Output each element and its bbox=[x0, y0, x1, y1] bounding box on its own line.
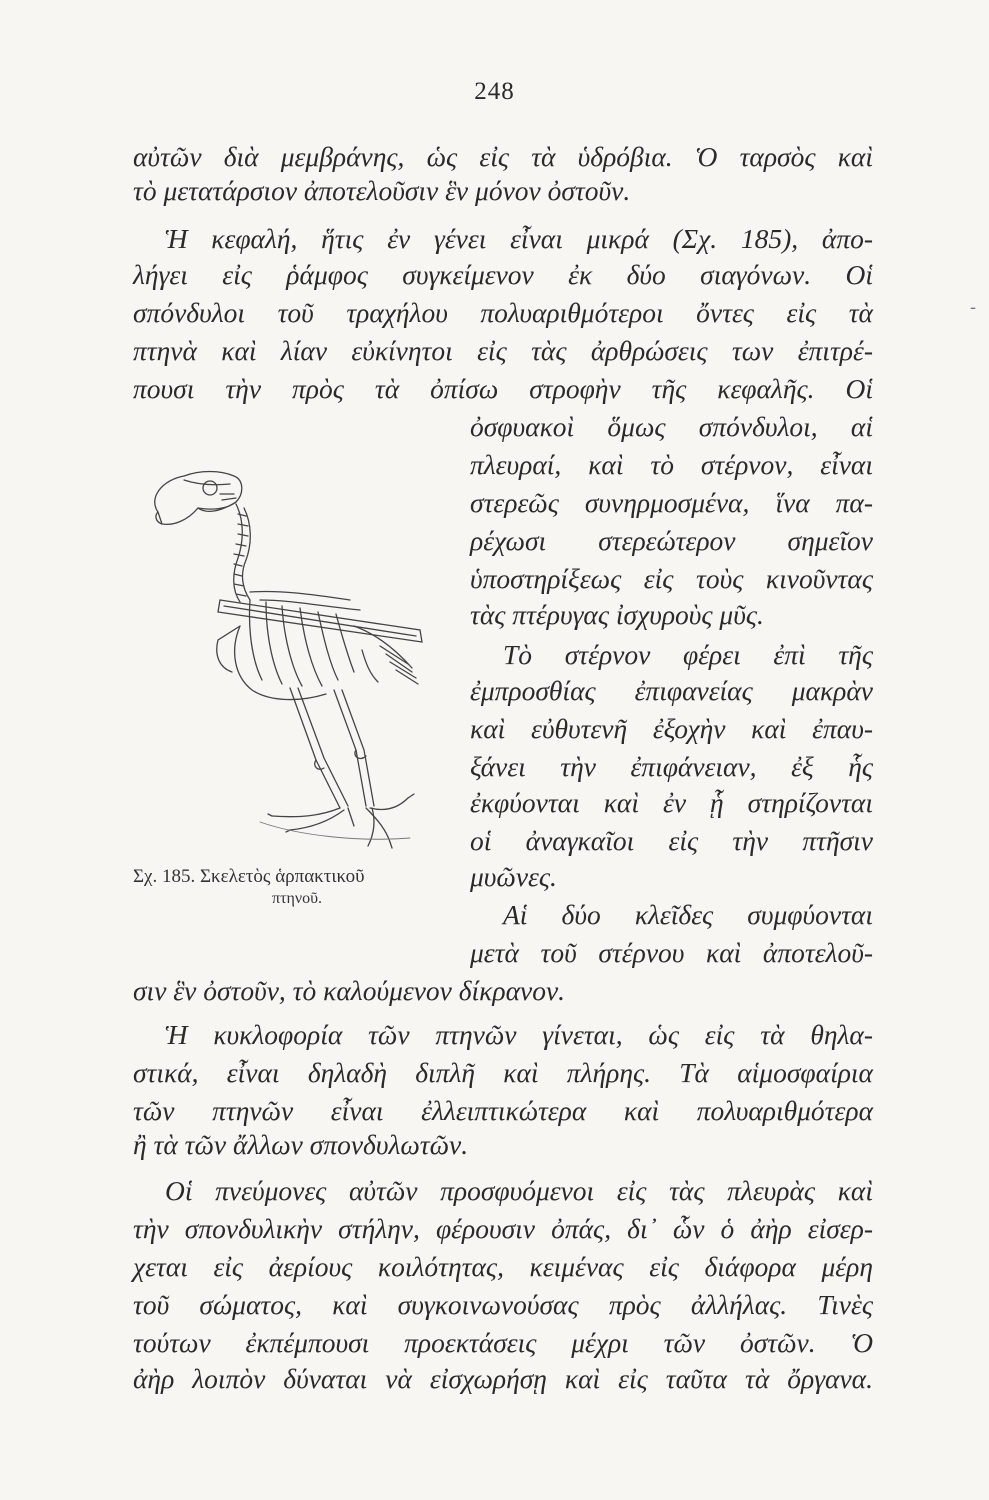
text-line: τὰς πτέρυγας ἰσχυροὺς μῦς. bbox=[470, 599, 764, 630]
text-line: καὶ εὐθυτενῆ ἐξοχὴν καὶ ἐπαυ- bbox=[470, 713, 873, 744]
figure-caption-continued: πτηνοῦ. bbox=[272, 890, 323, 907]
figure-caption: Σχ. 185. Σκελετὸς ἁρπακτικοῦ bbox=[133, 866, 365, 887]
text-line: πλευραί, καὶ τὸ στέρνον, εἶναι bbox=[470, 449, 873, 480]
bird-skeleton-figure bbox=[140, 450, 470, 870]
text-line: πουσι τὴν πρὸς τὰ ὀπίσω στροφὴν τῆς κεφαλῆς. Οἱ bbox=[133, 373, 873, 404]
text-line: οἱ ἀναγκαῖοι εἰς τὴν πτῆσιν bbox=[470, 825, 873, 856]
text-line: Ἡ κυκλοφορία τῶν πτηνῶν γίνεται, ὡς εἰς τὰ θηλα- bbox=[165, 1019, 873, 1050]
text-line: ἐμπροσθίας ἐπιφανείας μακρὰν bbox=[470, 675, 873, 706]
text-line: τοῦ σώματος, καὶ συγκοινωνούσας πρὸς ἀλλήλας. Τινὲς bbox=[133, 1289, 873, 1320]
text-line: Ἡ κεφαλή, ἥτις ἐν γένει εἶναι μικρά (Σχ. 185), ἀπο- bbox=[165, 223, 873, 254]
text-line: Οἱ πνεύμονες αὐτῶν προσφυόμενοι εἰς τὰς πλευρὰς καὶ bbox=[165, 1175, 873, 1206]
text-line: μυῶνες. bbox=[470, 861, 557, 892]
text-line: στικά, εἶναι δηλαδὴ διπλῆ καὶ πλήρης. Τὰ αἱμοσφαίρια bbox=[133, 1057, 873, 1088]
text-line: αὐτῶν διὰ μεμβράνης, ὡς εἰς τὰ ὑδρόβια. Ὁ ταρσὸς καὶ bbox=[133, 141, 873, 172]
text-line: λήγει εἰς ῥάμφος συγκείμενον ἐκ δύο σιαγόνων. Οἱ bbox=[133, 259, 873, 290]
text-line: ἐκφύονται καὶ ἐν ᾗ στηρίζονται bbox=[470, 787, 873, 818]
bird-skeleton-illustration bbox=[140, 450, 470, 870]
text-line: χεται εἰς ἀερίους κοιλότητας, κειμένας εἰς διάφορα μέρη bbox=[133, 1251, 873, 1282]
text-line: ρέχωσι στερεώτερον σημεῖον bbox=[470, 525, 873, 556]
text-line: ὀσφυακοὶ ὅμως σπόνδυλοι, αἱ bbox=[470, 411, 873, 442]
text-line: τὴν σπονδυλικὴν στήλην, φέρουσιν ὀπάς, δι᾽ ὧν ὁ ἀὴρ εἰσερ- bbox=[133, 1213, 873, 1244]
text-line: ὑποστηρίξεως εἰς τοὺς κινοῦντας bbox=[470, 563, 873, 594]
text-line: τὸ μετατάρσιον ἀποτελοῦσιν ἓν μόνον ὀστοῦν. bbox=[133, 175, 631, 206]
page-number: 248 bbox=[474, 78, 515, 105]
text-line: τούτων ἐκπέμπουσι προεκτάσεις μέχρι τῶν ὀστῶν. Ὁ bbox=[133, 1327, 873, 1358]
margin-mark: - bbox=[970, 297, 977, 318]
text-line: στερεῶς συνηρμοσμένα, ἵνα πα- bbox=[470, 487, 873, 518]
text-line: τῶν πτηνῶν εἶναι ἐλλειπτικώτερα καὶ πολυαριθμότερα bbox=[133, 1095, 873, 1126]
text-line: ἀὴρ λοιπὸν δύναται νὰ εἰσχωρήσῃ καὶ εἰς ταῦτα τὰ ὄργανα. bbox=[133, 1363, 873, 1394]
text-line: πτηνὰ καὶ λίαν εὐκίνητοι εἰς τὰς ἀρθρώσεις των ἐπιτρέ- bbox=[133, 335, 873, 366]
text-line: Αἱ δύο κλεῖδες συμφύονται bbox=[503, 899, 873, 930]
text-line: ἢ τὰ τῶν ἄλλων σπονδυλωτῶν. bbox=[133, 1129, 469, 1160]
text-line: σπόνδυλοι τοῦ τραχήλου πολυαριθμότεροι ὄντες εἰς τὰ bbox=[133, 297, 873, 328]
text-line: μετὰ τοῦ στέρνου καὶ ἀποτελοῦ- bbox=[470, 937, 873, 968]
text-line: σιν ἓν ὀστοῦν, τὸ καλούμενον δίκρανον. bbox=[133, 975, 566, 1006]
text-line: Τὸ στέρνον φέρει ἐπὶ τῆς bbox=[503, 639, 873, 670]
text-line: ξάνει τὴν ἐπιφάνειαν, ἐξ ἧς bbox=[470, 751, 873, 782]
